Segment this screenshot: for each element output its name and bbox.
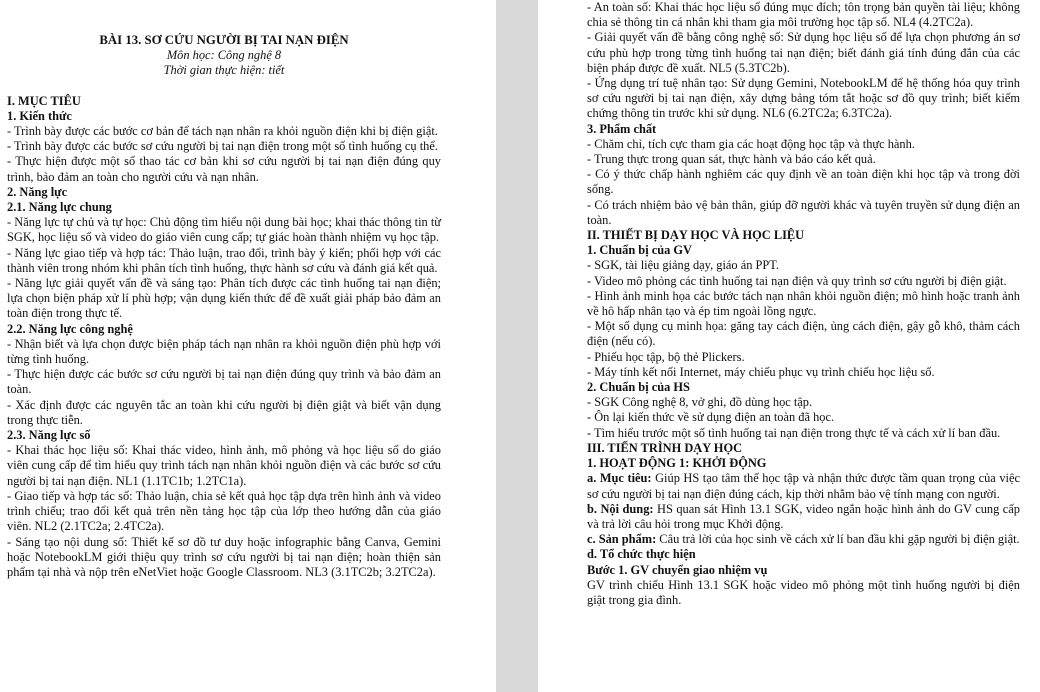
teacher-prep-item: - Hình ảnh minh họa các bước tách nạn nhân khỏi nguồn điện; mô hình hoặc tranh ảnh về hô hấp nhân tạo và ép tim ngoài lồng ngực. <box>587 288 1020 319</box>
qualities-item: - Trung thực trong quan sát, thực hành và báo cáo kết quả. <box>587 152 876 167</box>
teacher-prep-item: - Máy tính kết nối Internet, máy chiếu phục vụ trình chiếu học liệu số. <box>587 364 935 379</box>
step1-heading: Bước 1. GV chuyển giao nhiệm vụ <box>587 562 768 577</box>
activity1-heading: 1. HOẠT ĐỘNG 1: KHỞI ĐỘNG <box>587 456 767 471</box>
tech-competency-item: - Nhận biết và lựa chọn được biện pháp tách nạn nhân ra khỏi nguồn điện phù hợp với từng tình huống. <box>7 336 441 367</box>
digital-competency-item: - Giao tiếp và hợp tác số: Thảo luận, chia sẻ kết quả học tập dựa trên hình ảnh và video trình chiếu; trao đổi kết quả trên nền tảng học tập của lớp theo hướng dẫn của giáo viên. NL2 (2.1TC2a; 2.4TC2a). <box>7 488 441 534</box>
left-page <box>0 0 496 692</box>
student-prep-heading: 2. Chuẩn bị của HS <box>587 380 690 395</box>
digital-competency-item: - Sáng tạo nội dung số: Thiết kế sơ đồ tư duy hoặc infographic bằng Canva, Gemini hoặc NotebookLM giới thiệu quy trình sơ cứu người bị tai nạn điện; hoàn thiện sản phẩm tại nhà và nộp trên eNetViet hoặc Google Classroom. NL3 (3.1TC2b; 3.2TC2a). <box>7 534 441 579</box>
digital-competency-item: - Khai thác học liệu số: Khai thác video, hình ảnh, mô phỏng và học liệu số do giáo viên cung cấp để tìm hiểu quy trình tách nạn nhân khỏi nguồn điện và các bước sơ cứu người bị tai nạn điện. NL1 (1.1TC1b; 1.2TC1a). <box>7 443 441 488</box>
tech-competency-item: - Thực hiện được các bước sơ cứu người bị tai nạn điện đúng quy trình và bảo đảm an toàn. <box>7 367 441 397</box>
tech-competency-heading: 2.2. Năng lực công nghệ <box>7 321 133 336</box>
teacher-prep-item: - SGK, tài liệu giảng dạy, giáo án PPT. <box>587 258 780 273</box>
general-competency-item: - Năng lực tự chủ và tự học: Chủ động tìm hiểu nội dung bài học; khai thác thông tin từ SGK, học liệu số và video do giáo viên cung cấp; tự giác hoàn thành nhiệm vụ học tập. <box>7 215 441 245</box>
activity-product <box>587 532 1020 547</box>
subject-line: Môn học: Công nghệ 8 <box>166 48 282 63</box>
qualities-item: - Có trách nhiệm bảo vệ bản thân, giúp đỡ người khác và tuyên truyền sử dụng điện an toàn. <box>587 197 1020 227</box>
right-page <box>538 0 1040 692</box>
digital-competency-item: - Giải quyết vấn đề bằng công nghệ số: Sử dụng học liệu số để lựa chọn phương án sơ cứu phù hợp trong từng tình huống tai nạn điện; biết đánh giá tính đúng đắn của các biện pháp được đề xuất. NL5 (5.3TC2b). <box>587 30 1020 75</box>
product-label: c. Sản phẩm: <box>587 532 657 547</box>
digital-competency-item: - Ứng dụng trí tuệ nhân tạo: Sử dụng Gemini, NotebookLM để hệ thống hóa quy trình sơ cứu người bị tai nạn điện, xây dựng bảng tóm tắt hoặc sơ đồ quy trình; biết kiểm chứng thông tin trước khi sử dụng. NL6 (6.2TC2a; 6.3TC2a). <box>587 76 1020 121</box>
general-competency-item: - Năng lực giải quyết vấn đề và sáng tạo: Phân tích được các tình huống tai nạn điện; lựa chọn biện pháp xử lí phù hợp; vận dụng kiến thức để đề xuất giải pháp bảo đảm an toàn điện trong thực tế. <box>7 276 441 321</box>
content-label: b. Nội dung: <box>587 501 654 516</box>
content-text: HS quan sát Hình 13.1 SGK, video ngắn hoặc hình ảnh do GV cung cấp và trả lời câu hỏi trong mục Khởi động. <box>587 501 1020 531</box>
left-page-content <box>7 0 441 580</box>
general-competency-item: - Năng lực giao tiếp và hợp tác: Thảo luận, trao đổi, trình bày ý kiến; phối hợp với các thành viên trong nhóm khi phân tích tình huống, thực hành sơ cứu và đánh giá kết quả. <box>7 245 441 275</box>
activity-content <box>587 502 1020 532</box>
organization-heading: d. Tổ chức thực hiện <box>587 547 696 562</box>
teacher-prep-item: - Phiếu học tập, bộ thẻ Plickers. <box>587 349 745 364</box>
digital-competency-item: - An toàn số: Khai thác học liệu số đúng mục đích; tôn trọng bản quyền tài liệu; không chia sẻ thông tin cá nhân khi tham gia môi trường học tập số. NL4 (4.2TC2a). <box>587 0 1020 30</box>
teacher-prep-item: - Một số dụng cụ minh họa: găng tay cách điện, ủng cách điện, gậy gỗ khô, thảm cách điện (nếu có). <box>587 319 1020 349</box>
qualities-heading: 3. Phẩm chất <box>587 121 657 136</box>
page-gutter <box>496 0 538 692</box>
activity-objective <box>587 471 1020 501</box>
section-equipment-heading: II. THIẾT BỊ DẠY HỌC VÀ HỌC LIỆU <box>587 228 805 243</box>
general-competency-heading: 2.1. Năng lực chung <box>7 200 112 215</box>
step1-text: GV trình chiếu Hình 13.1 SGK hoặc video mô phỏng một tình huống người bị điện giật trong gia đình. <box>587 577 1020 607</box>
student-prep-item: - SGK Công nghệ 8, vở ghi, đồ dùng học tập. <box>587 395 813 410</box>
digital-competency-heading: 2.3. Năng lực số <box>7 428 91 443</box>
student-prep-item: - Ôn lại kiến thức về sử dụng điện an toàn đã học. <box>587 410 835 425</box>
qualities-item: - Chăm chỉ, tích cực tham gia các hoạt động học tập và thực hành. <box>587 136 915 151</box>
teacher-prep-item: - Video mô phỏng các tình huống tai nạn điện và quy trình sơ cứu người bị điện giật. <box>587 273 1007 288</box>
knowledge-item: - Trình bày được các bước cơ bản để tách nạn nhân ra khỏi nguồn điện khi bị điện giật. <box>7 124 438 139</box>
tech-competency-item: - Xác định được các nguyên tắc an toàn khi cứu người bị điện giật và biết vận dụng trong thực tiễn. <box>7 397 441 427</box>
lesson-title: BÀI 13. SƠ CỨU NGƯỜI BỊ TAI NẠN ĐIỆN <box>99 33 349 47</box>
right-page-content <box>587 0 1020 608</box>
knowledge-item: - Trình bày được các bước sơ cứu người bị tai nạn điện trong một số tình huống cụ thể. <box>7 139 438 154</box>
objective-text: Giúp HS tạo tâm thế học tập và nhận thức được tầm quan trọng của việc sơ cứu người bị tai nạn điện đúng cách, kịp thời nhằm bảo vệ tính mạng con người. <box>587 471 1020 501</box>
teacher-prep-heading: 1. Chuẩn bị của GV <box>587 243 693 258</box>
section-objectives-heading: I. MỤC TIÊU <box>7 93 81 108</box>
duration-line: Thời gian thực hiện: tiết <box>163 63 285 78</box>
student-prep-item: - Tìm hiểu trước một số tình huống tai nạn điện trong thực tế và cách xử lí ban đầu. <box>587 425 1001 440</box>
objective-label: a. Mục tiêu: <box>587 471 652 486</box>
knowledge-heading: 1. Kiến thức <box>7 108 72 123</box>
qualities-item: - Có ý thức chấp hành nghiêm các quy định về an toàn điện khi học tập và trong đời sống. <box>587 167 1020 197</box>
competency-heading: 2. Năng lực <box>7 184 68 199</box>
section-process-heading: III. TIẾN TRÌNH DẠY HỌC <box>587 440 743 455</box>
knowledge-item: - Thực hiện được một số thao tác cơ bản khi sơ cứu người bị tai nạn điện đúng quy trình, bảo đảm an toàn cho người cứu và nạn nhân. <box>7 154 441 184</box>
product-text: Câu trả lời của học sinh về cách xử lí ban đầu khi gặp người bị điện giật. <box>656 532 1020 547</box>
